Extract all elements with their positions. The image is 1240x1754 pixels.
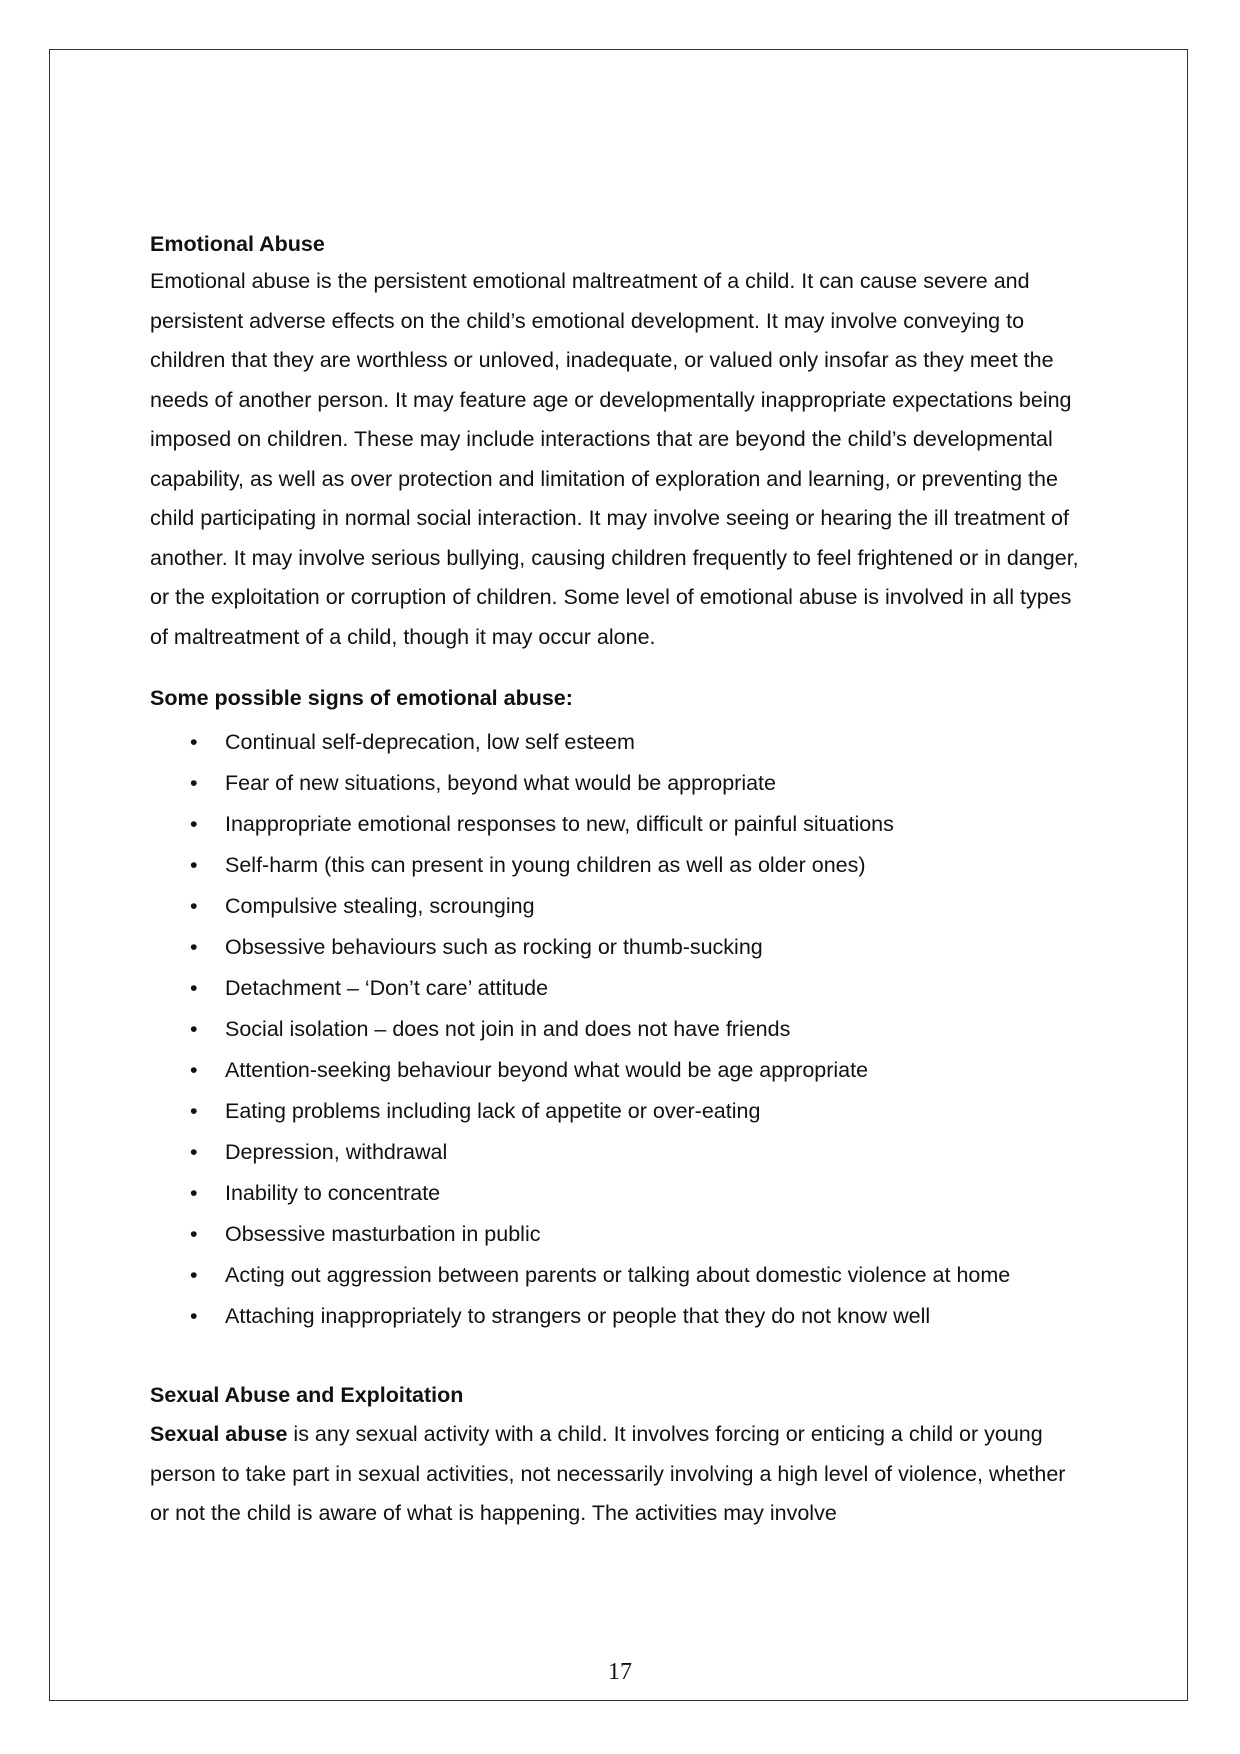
list-item [150,1050,1090,1091]
page-number: 17 [608,1659,632,1685]
list-item-text: Inappropriate emotional responses to new, difficult or painful situations [225,812,894,836]
bullet-icon: • [190,853,198,877]
bullet-icon: • [190,894,198,918]
list-item [150,1132,1090,1173]
list-item [150,886,1090,927]
list-item [150,1091,1090,1132]
list-item-text: Continual self-deprecation, low self esteem [225,730,635,754]
sexual-abuse-heading: Sexual Abuse and Exploitation [150,1383,464,1407]
list-item-text: Compulsive stealing, scrounging [225,894,535,918]
list-item [150,1009,1090,1050]
list-item-text: Detachment – ‘Don’t care’ attitude [225,976,549,1000]
list-item [150,722,1090,763]
list-item [150,1214,1090,1255]
list-item-text: Eating problems including lack of appetite or over-eating [225,1099,761,1123]
bullet-icon: • [190,1263,198,1287]
signs-list [150,722,1090,1337]
page-content [150,228,1090,1534]
bullet-icon: • [190,1017,198,1041]
list-item [150,927,1090,968]
sexual-abuse-paragraph [150,1415,1090,1534]
bullet-icon: • [190,1181,198,1205]
bullet-icon: • [190,1222,198,1246]
list-item [150,804,1090,845]
bullet-icon: • [190,1058,198,1082]
emotional-abuse-heading: Emotional Abuse [150,232,325,256]
sexual-abuse-text: is any sexual activity with a child. It involves forcing or enticing a child or young person to take part in sexual activities, not necessarily involving a high level of violence, whether or not the child is aware of what is happening. The activities may involve [150,1422,1066,1525]
list-item [150,968,1090,1009]
bullet-icon: • [190,730,198,754]
list-item [150,763,1090,804]
list-item-text: Obsessive behaviours such as rocking or thumb-sucking [225,935,763,959]
bullet-icon: • [190,935,198,959]
bullet-icon: • [190,1099,198,1123]
bullet-icon: • [190,812,198,836]
list-item [150,1173,1090,1214]
list-item-text: Obsessive masturbation in public [225,1222,541,1246]
list-item-text: Social isolation – does not join in and does not have friends [225,1017,791,1041]
list-item-text: Fear of new situations, beyond what would be appropriate [225,771,776,795]
sexual-abuse-term: Sexual abuse [150,1422,288,1446]
list-item-text: Depression, withdrawal [225,1140,448,1164]
bullet-icon: • [190,771,198,795]
list-item-text: Inability to concentrate [225,1181,441,1205]
signs-heading: Some possible signs of emotional abuse: [150,686,573,710]
list-item-text: Acting out aggression between parents or talking about domestic violence at home [225,1263,1011,1287]
list-item-text: Attaching inappropriately to strangers or people that they do not know well [225,1304,931,1328]
list-item [150,1255,1090,1296]
emotional-abuse-paragraph: Emotional abuse is the persistent emotional maltreatment of a child. It can cause severe and persistent adverse effects on the child’s emotional development. It may involve conveying to children that they are worthless or unloved, inadequate, or valued only insofar as they meet the needs of another person. It may feature age or developmentally inappropriate expectations being imposed on children. These may include interactions that are beyond the child’s developmental capability, as well as over protection and limitation of exploration and learning, or preventing the child participating in normal social interaction. It may involve seeing or hearing the ill treatment of another. It may involve serious bullying, causing children frequently to feel frightened or in danger, or the exploitation or corruption of children. Some level of emotional abuse is involved in all types of maltreatment of a child, though it may occur alone. [150,269,1079,649]
list-item-text: Attention-seeking behaviour beyond what would be age appropriate [225,1058,869,1082]
list-item-text: Self-harm (this can present in young children as well as older ones) [225,853,866,877]
bullet-icon: • [190,976,198,1000]
bullet-icon: • [190,1140,198,1164]
bullet-icon: • [190,1304,198,1328]
list-item [150,845,1090,886]
list-item [150,1296,1090,1337]
